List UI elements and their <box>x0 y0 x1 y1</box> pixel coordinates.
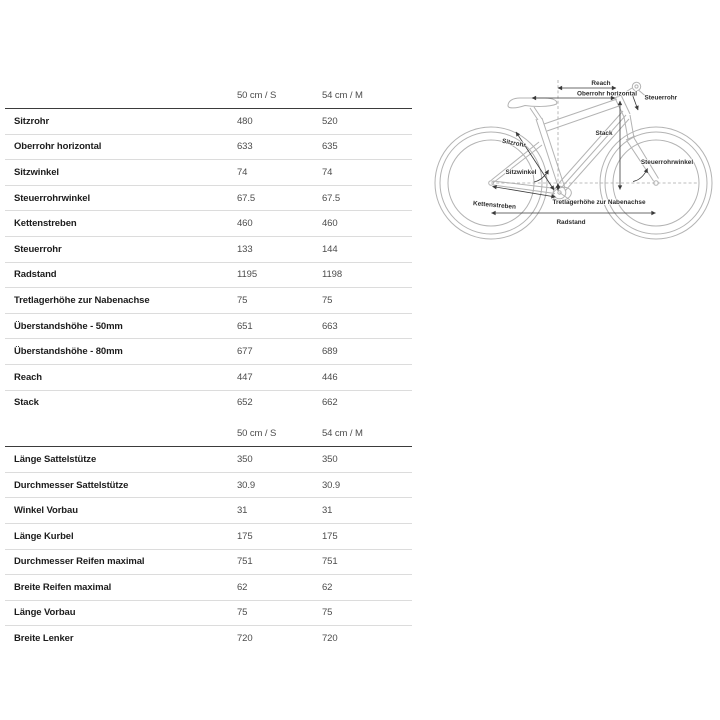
spec-value-m: 350 <box>322 447 412 473</box>
table-row <box>5 313 412 339</box>
table-header-row <box>5 80 412 109</box>
spec-label: Überstandshöhe - 80mm <box>5 339 237 365</box>
spec-label: Überstandshöhe - 50mm <box>5 313 237 339</box>
spec-label: Winkel Vorbau <box>5 498 237 524</box>
spec-label: Durchmesser Reifen maximal <box>5 549 237 575</box>
spec-label: Breite Lenker <box>14 633 74 645</box>
table-row <box>5 262 412 288</box>
radstand-label: Radstand <box>556 219 586 226</box>
dimension-arrows <box>492 88 656 213</box>
spec-value-m: 74 <box>322 160 412 186</box>
spec-value-m: 1198 <box>322 262 412 288</box>
spec-value-m: 31 <box>322 498 412 524</box>
components-table <box>5 415 412 651</box>
spec-label: Länge Sattelstütze <box>5 447 237 473</box>
table-row <box>5 626 412 651</box>
table-row <box>5 472 412 498</box>
spec-value-s: 175 <box>237 523 322 549</box>
spec-value-s: 74 <box>237 160 322 186</box>
spec-value-m: 662 <box>322 397 338 409</box>
spec-label: Länge Kurbel <box>5 523 237 549</box>
spec-value-s: 75 <box>237 288 322 314</box>
table-row <box>5 549 412 575</box>
spec-value-m: 30.9 <box>322 472 412 498</box>
spec-value-s: 651 <box>237 313 322 339</box>
spec-label: Steuerrohrwinkel <box>5 185 237 211</box>
spec-label: Reach <box>5 364 237 390</box>
header-empty-cell <box>5 80 237 109</box>
header-size-s: 50 cm / S <box>237 80 322 109</box>
spec-label: Kettenstreben <box>5 211 237 237</box>
spec-value-s: 447 <box>237 364 322 390</box>
table-row <box>5 498 412 524</box>
spec-value-s: 67.5 <box>237 185 322 211</box>
spec-value-s: 75 <box>237 600 322 626</box>
spec-value-m: 635 <box>322 134 412 160</box>
spec-label: Oberrohr horizontal <box>5 134 237 160</box>
spec-value-m: 75 <box>322 600 412 626</box>
table-row <box>5 134 412 160</box>
seat-tube <box>536 118 565 189</box>
seat-post <box>530 107 542 120</box>
spec-label: Sitzrohr <box>5 109 237 135</box>
sitzwinkel-label: Sitzwinkel <box>505 169 537 176</box>
spec-label: Durchmesser Sattelstütze <box>5 472 237 498</box>
table-row <box>5 185 412 211</box>
handlebar-grip <box>632 82 640 90</box>
spec-value-m: 460 <box>322 211 412 237</box>
tretlagerhoehe-label: Tretlagerhöhe zur Nabenachse <box>552 199 646 206</box>
spec-value-m: 751 <box>322 549 412 575</box>
header-size-m: 54 cm / M <box>322 80 412 109</box>
table-row <box>5 339 412 365</box>
spec-value-m: 175 <box>322 523 412 549</box>
bike-diagram-svg <box>428 70 720 245</box>
sitzrohr-label: Sitzrohr <box>501 137 527 150</box>
spec-value-m: 663 <box>322 313 412 339</box>
steuerrohrwinkel-label: Steuerrohrwinkel <box>640 159 694 166</box>
spec-value-s: 677 <box>237 339 322 365</box>
spec-value-m: 720 <box>322 633 338 645</box>
spec-value-s: 133 <box>237 236 322 262</box>
bike-geometry-diagram <box>428 70 720 245</box>
steuerrohr-label: Steuerrohr <box>644 94 678 102</box>
table-row <box>5 390 412 415</box>
spec-value-s: 62 <box>237 575 322 601</box>
spec-value-m: 520 <box>322 109 412 135</box>
geometry-tables <box>5 80 412 651</box>
table-row <box>5 523 412 549</box>
fork <box>624 115 659 181</box>
table-row <box>5 447 412 473</box>
spec-value-s: 30.9 <box>237 472 322 498</box>
spec-value-m: 67.5 <box>322 185 412 211</box>
spec-value-s: 460 <box>237 211 322 237</box>
spec-label: Sitzwinkel <box>5 160 237 186</box>
saddle <box>508 98 557 108</box>
table-row <box>5 288 412 314</box>
spec-value-m: 144 <box>322 236 412 262</box>
spec-value-s: 1195 <box>237 262 322 288</box>
spec-value-s: 720 <box>237 633 253 645</box>
spec-value-s: 751 <box>237 549 322 575</box>
spec-value-m: 62 <box>322 575 412 601</box>
kettenstreben-label: Kettenstreben <box>472 200 517 211</box>
spec-label: Tretlagerhöhe zur Nabenachse <box>5 288 237 314</box>
table-row <box>5 211 412 237</box>
spec-label: Radstand <box>5 262 237 288</box>
table-row <box>5 575 412 601</box>
table-header-row <box>5 415 412 447</box>
spec-label: Länge Vorbau <box>5 600 237 626</box>
steuerrohrwinkel-angle-arc <box>633 169 648 182</box>
spec-value-m: 75 <box>322 288 412 314</box>
head-tube <box>615 95 630 117</box>
spec-value-s: 31 <box>237 498 322 524</box>
spec-value-s: 480 <box>237 109 322 135</box>
top-tube <box>544 99 619 131</box>
header-size-s: 50 cm / S <box>237 415 322 447</box>
dimension-labels <box>473 80 694 226</box>
spec-value-s: 633 <box>237 134 322 160</box>
frame-geometry-table <box>5 80 412 415</box>
spec-value-m: 689 <box>322 339 412 365</box>
spec-value-s: 350 <box>237 447 322 473</box>
spec-label: Breite Reifen maximal <box>5 575 237 601</box>
spec-label: Stack <box>14 397 39 409</box>
spec-value-m: 446 <box>322 364 412 390</box>
reach-label: Reach <box>591 80 611 87</box>
header-size-m: 54 cm / M <box>322 415 412 447</box>
table-row <box>5 600 412 626</box>
table-row <box>5 160 412 186</box>
table-row <box>5 109 412 135</box>
table-row <box>5 364 412 390</box>
stack-label: Stack <box>595 130 613 137</box>
spec-label: Steuerrohr <box>5 236 237 262</box>
spec-value-s: 652 <box>237 397 253 409</box>
header-empty-cell <box>5 415 237 447</box>
oberrohr-label: Oberrohr horizontal <box>576 90 638 98</box>
table-row <box>5 236 412 262</box>
